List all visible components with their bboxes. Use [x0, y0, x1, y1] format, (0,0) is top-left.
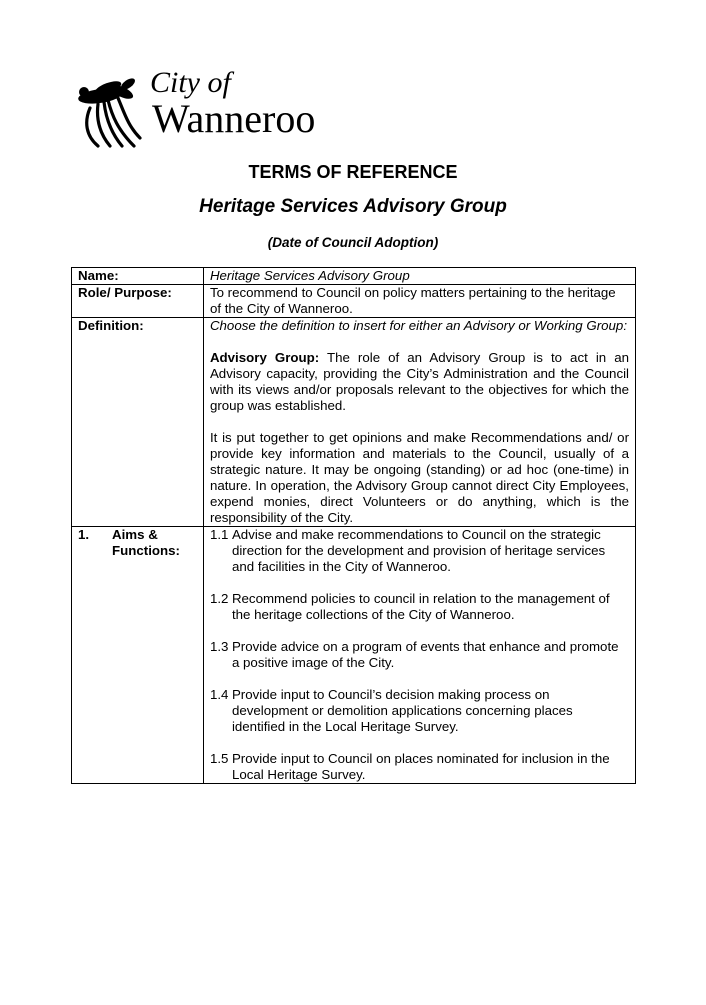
logo-city-text: City of: [150, 66, 231, 99]
role-label: Role/ Purpose:: [72, 285, 204, 318]
role-value: To recommend to Council on policy matters pertaining to the heritage of the City of Wanneroo.: [203, 285, 635, 318]
table-row-role: [72, 285, 636, 318]
table-row-aims: [72, 527, 636, 784]
advisory-group-text: The role of an Advisory Group is to act in an Advisory capacity, providing the City’s Administration and the Council with its views and/or proposals relevant to the objectives for which the group was established.: [209, 350, 629, 413]
advisory-group-paragraph: [210, 350, 629, 414]
table-row-definition: [72, 318, 636, 527]
aims-label: [72, 527, 204, 784]
logo-name-text: Wanneroo: [152, 96, 316, 141]
list-item: 1.4 Provide input to Council’s decision making process on development or demolition applications concerning places identified in the Local Heritage Survey.: [209, 687, 573, 734]
kangaroo-paw-flower-icon: [78, 74, 142, 148]
aims-section-number: 1.: [78, 527, 90, 542]
list-item: 1.3 Provide advice on a program of events that enhance and promote a positive image of the City.: [209, 639, 619, 670]
city-logo: [78, 68, 338, 148]
aims-list: [203, 527, 635, 784]
definition-label: Definition:: [72, 318, 204, 527]
aims-label-line1: Aims &: [112, 527, 158, 542]
adoption-date: (Date of Council Adoption): [267, 235, 439, 250]
terms-table: [71, 267, 636, 784]
document-title: TERMS OF REFERENCE: [248, 162, 458, 182]
table-row-name: [72, 268, 636, 285]
aims-label-line2: Functions:: [112, 543, 180, 558]
list-item: 1.5 Provide input to Council on places nominated for inclusion in the Local Heritage Survey.: [209, 751, 610, 782]
list-item: 1.2 Recommend policies to council in relation to the management of the heritage collections of the City of Wanneroo.: [209, 591, 610, 622]
list-item: 1.1 Advise and make recommendations to Council on the strategic direction for the development and provision of heritage services and facilities in the City of Wanneroo.: [209, 527, 606, 574]
advisory-group-heading: Advisory Group:: [209, 350, 320, 365]
name-value: Heritage Services Advisory Group: [203, 268, 635, 285]
name-label: Name:: [72, 268, 204, 285]
document-subtitle: Heritage Services Advisory Group: [199, 196, 507, 217]
definition-intro: Choose the definition to insert for either an Advisory or Working Group:: [209, 318, 628, 333]
definition-paragraph-2: It is put together to get opinions and make Recommendations and/ or provide key information and materials to the Council, usually of a strategic nature. It may be ongoing (standing) or ad hoc (one-time) in nature. In operation, the Advisory Group cannot direct City Employees, expend monies, direct Volunteers or do anything, which is the responsibility of the City.: [209, 430, 629, 525]
definition-value: [203, 318, 635, 527]
